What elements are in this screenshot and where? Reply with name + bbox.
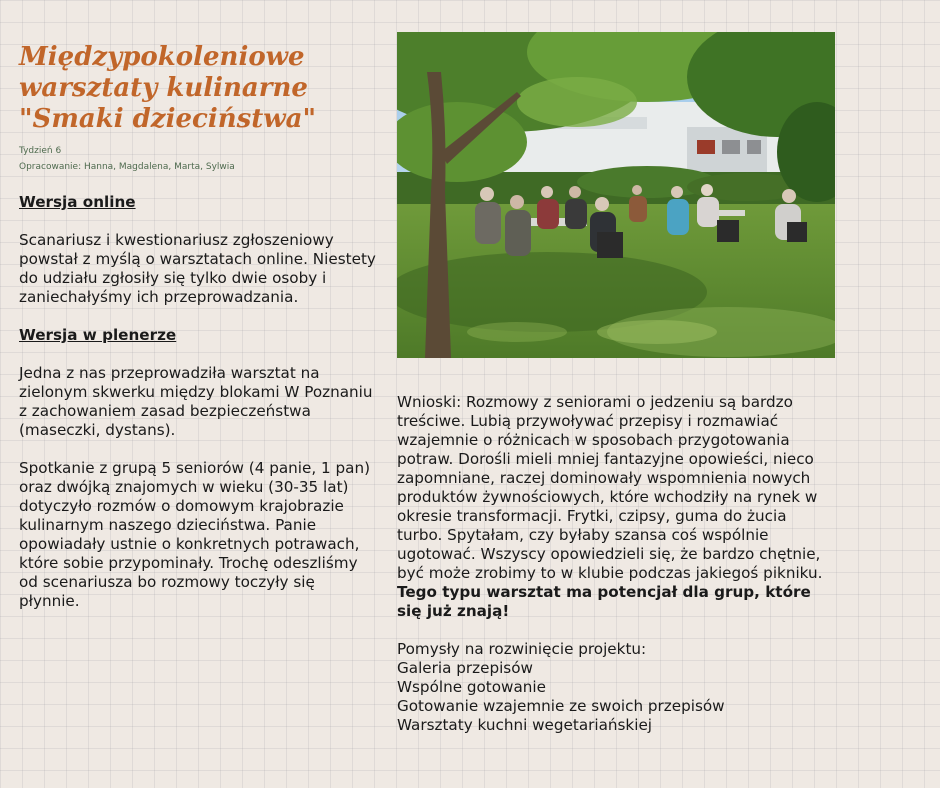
idea-item: Wspólne gotowanie: [397, 678, 546, 696]
outdoor-paragraph-1: Jedna z nas przeprowadziła warsztat na zielonym skwerku między blokami W Poznaniu z zachowaniem zasad bezpieczeństwa (maseczki, dystans).: [19, 364, 373, 439]
outdoor-heading: Wersja w plenerze: [19, 326, 177, 344]
idea-item: Galeria przepisów: [397, 659, 533, 677]
week-label: Tydzień 6: [19, 146, 62, 156]
online-heading: Wersja online: [19, 193, 136, 211]
outdoor-paragraph-2: Spotkanie z grupą 5 seniorów (4 panie, 1 pan) oraz dwójką znajomych w wieku (30-35 lat) dotyczyło rozmów o domowym krajobrazie kulinarnym naszego dzieciństwa. Panie opowiadały ustnie o konkretnych potrawach, które sobie przypominały. Trochę odeszliśmy od scenariusza bo rozmowy toczyły się płynnie.: [19, 459, 370, 610]
title-line-2: warsztaty kulinarne: [19, 73, 308, 103]
idea-item: Warsztaty kuchni wegetariańskiej: [397, 716, 653, 734]
page-title: [19, 42, 379, 135]
title-line-1: Międzypokoleniowe: [19, 42, 305, 72]
online-paragraph: Scanariusz i kwestionariusz zgłoszeniowy powstał z myślą o warsztatach online. Niestety do udziału zgłosiły się tylko dwie osoby i zaniechałyśmy ich przeprowadzania.: [19, 231, 376, 306]
workshop-photo: [397, 32, 835, 358]
conclusions-text: Wnioski: Rozmowy z seniorami o jedzeniu są bardzo treściwe. Lubią przywoływać przepisy i rozmawiać wzajemnie o różnicach w sposobach przygotowania potraw. Dorośli mieli mniej fantazyjne opowieści, nieco zapomniane, raczej dominowały wspomnienia nowych produktów żywnościowych, które wchodziły na rynek w okresie transformacji. Frytki, czipsy, guma do żucia turbo. Spytałam, czy byłaby szansa coś wspólnie ugotować. Wszyscy opowiedzieli się, że bardzo chętnie, być może zrobimy to w klubie podczas jakiegoś pikniku.: [397, 393, 823, 582]
ideas-heading: Pomysły na rozwinięcie projektu:: [397, 640, 647, 658]
authors-label: Opracowanie: Hanna, Magdalena, Marta, Sylwia: [19, 162, 235, 172]
idea-item: Gotowanie wzajemnie ze swoich przepisów: [397, 697, 725, 715]
title-line-3: "Smaki dzieciństwa": [19, 104, 317, 134]
right-column: [397, 393, 835, 735]
left-column: [19, 193, 379, 611]
conclusions-emphasis: Tego typu warsztat ma potencjał dla grup, które się już znają!: [397, 583, 811, 620]
conclusions-paragraph: [397, 393, 835, 621]
